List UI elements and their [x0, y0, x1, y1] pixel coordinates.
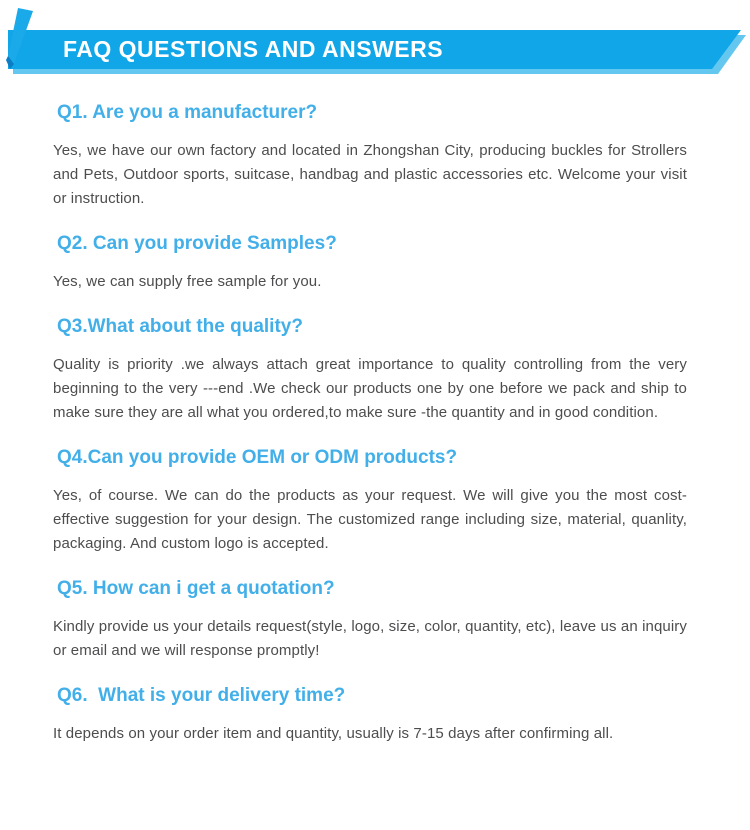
faq-item — [53, 576, 687, 663]
faq-item — [53, 445, 687, 556]
faq-item — [53, 100, 687, 211]
faq-item — [53, 683, 687, 746]
faq-item — [53, 231, 687, 294]
faq-answer: Yes, we have our own factory and located in Zhongshan City, producing buckles for Strollers and Pets, Outdoor sports, suitcase, handbag and plastic accessories etc. Welcome your visit or instruction. — [53, 142, 687, 207]
faq-answer: Yes, of course. We can do the products as your request. We will give you the most cost-effective suggestion for your design. The customized range including size, material, quanlity, packaging. And custom logo is accepted. — [53, 487, 687, 552]
faq-question: Q6. What is your delivery time? — [57, 685, 346, 706]
faq-question: Q3.What about the quality? — [57, 316, 303, 337]
faq-question: Q5. How can i get a quotation? — [57, 578, 335, 599]
faq-answer: Kindly provide us your details request(style, logo, size, color, quantity, etc), leave us an inquiry or email and we will response promptly! — [53, 618, 687, 659]
faq-question: Q4.Can you provide OEM or ODM products? — [57, 447, 458, 468]
faq-item — [53, 314, 687, 425]
faq-banner — [0, 0, 750, 80]
faq-question: Q2. Can you provide Samples? — [57, 233, 337, 254]
faq-question: Q1. Are you a manufacturer? — [57, 102, 318, 123]
faq-answer: It depends on your order item and quantity, usually is 7-15 days after confirming all. — [53, 725, 614, 742]
banner-title: FAQ QUESTIONS AND ANSWERS — [63, 36, 444, 62]
faq-list — [0, 100, 750, 746]
faq-answer: Yes, we can supply free sample for you. — [53, 273, 322, 290]
faq-answer: Quality is priority .we always attach great importance to quality controlling from the very beginning to the very ---end .We check our products one by one before we pack and ship to make sure they are all what you ordered,to make sure -the quantity and in good condition. — [53, 356, 687, 421]
